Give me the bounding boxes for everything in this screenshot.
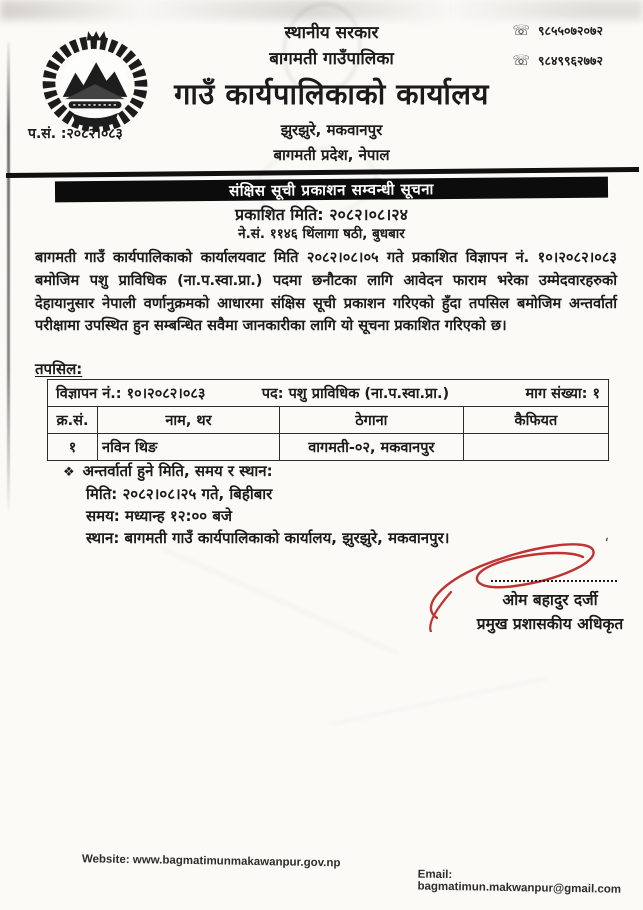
- office-title: गाउँ कार्यपालिकाको कार्यालय: [174, 77, 489, 111]
- column-header-name: नाम, थर: [98, 407, 280, 434]
- website-line: [82, 853, 341, 869]
- signatory-name: ओम बहादुर दर्जी: [502, 591, 598, 609]
- paper-crease: [332, 677, 548, 725]
- table-meta-row: [48, 380, 609, 407]
- phone-row: [512, 46, 603, 76]
- telephone-icon: ☏: [512, 23, 530, 39]
- interview-heading-text: अन्तर्वार्ता हुने मिति, समय र स्थान:: [82, 462, 273, 480]
- candidate-address: वागमती-०२, मकवानपुर: [279, 434, 463, 461]
- email-address: bagmatimun.makwanpur@gmail.com: [417, 880, 622, 896]
- diamond-bullet-icon: ❖: [63, 465, 75, 480]
- org-name: बागमती गाउँपालिका: [269, 49, 394, 69]
- website-url: www.bagmatimunmakawanpur.gov.np: [132, 854, 341, 870]
- demand-count: माग संख्या: १: [525, 386, 600, 402]
- candidate-sn: १: [48, 434, 98, 461]
- email-label: Email:: [417, 868, 453, 882]
- telephone-icon: ☏: [512, 53, 530, 69]
- pen-mark: ': [602, 535, 610, 552]
- notice-title: संक्षिस सूची प्रकाशन सम्वन्धी सूचना: [229, 179, 434, 200]
- office-address-line1: झुरझुरे, मकवानपुर: [280, 121, 383, 139]
- phone-row: [512, 16, 603, 46]
- interview-venue: स्थान: बागमती गाउँ कार्यपालिकाको कार्यालय, झुरझुरे, मकवानपुर।: [86, 529, 450, 547]
- signatory-title: प्रमुख प्रशासकीय अधिकृत: [476, 615, 624, 633]
- column-header-sn: क्र.सं.: [48, 407, 98, 434]
- shortlist-table: [47, 379, 609, 461]
- letterhead-footer: [0, 852, 643, 896]
- tapasil-label: तपसिल:: [35, 360, 83, 378]
- notice-body-paragraph: बागमती गाउँ कार्यपालिकाको कार्यालयवाट मिति २०८२।०८।०५ गते प्रकाशित विज्ञापन नं. १०।२०८२।०८३ बमोजिम पशु प्राविधिक (ना.प.स्वा.प्रा.) पदमा छनौटका लागि आवेदन फाराम भरेका उम्मेदवारहरुको देहायानुसार नेपाली वर्णानुक्रमको आधारमा संक्षिस सूची प्रकाशन गरिएको हुँदा तपसिल बमोजिम अन्तर्वार्ता परीक्षामा उपस्थित हुन सम्बन्धित सवैमा जानकारीका लागि यो सूचना प्रकाशित गरिएको छ।: [35, 249, 617, 335]
- org-parent-label: स्थानीय सरकार: [284, 23, 379, 43]
- paper-crease: [161, 547, 399, 655]
- interview-date: मिति: २०८२।०८।२५ गते, बिहीबार: [86, 485, 273, 503]
- website-label: Website:: [81, 853, 130, 867]
- email-line: [417, 869, 642, 897]
- post-name: पद: पशु प्राविधिक (ना.प.स्वा.प्रा.): [261, 386, 450, 402]
- table-header-row: [48, 407, 609, 434]
- interview-section-heading: [63, 461, 273, 481]
- scan-left-edge-shadow: [7, 42, 10, 512]
- candidate-remarks: [463, 434, 608, 461]
- column-header-address: ठेगाना: [279, 407, 463, 434]
- table-row: [48, 434, 609, 461]
- signature-dotted-line: [491, 562, 617, 582]
- interview-time: समय: मध्यान्ह १२:०० बजे: [86, 507, 233, 525]
- nepal-sambat-line: ने.सं. ११४६ थिंलागा षठी, बुधबार: [238, 226, 405, 242]
- column-header-remarks: कैफियत: [463, 407, 608, 434]
- candidate-name: नविन थिङ: [98, 434, 280, 461]
- advertisement-number: विज्ञापन नं.: १०।२०८२।०८३: [56, 386, 206, 402]
- phone-number: ९८५५०७२०७२: [537, 23, 603, 38]
- phone-number: ९८४९९६२७७२: [537, 53, 603, 68]
- phone-numbers: [512, 16, 603, 76]
- published-date-line: प्रकाशित मिति: २०८२।०८।२४: [235, 205, 408, 224]
- office-address-line2: बागमती प्रदेश, नेपाल: [273, 146, 390, 164]
- notice-title-banner: [55, 177, 608, 203]
- reference-number: प.सं. :२०८२।०८३: [28, 126, 123, 142]
